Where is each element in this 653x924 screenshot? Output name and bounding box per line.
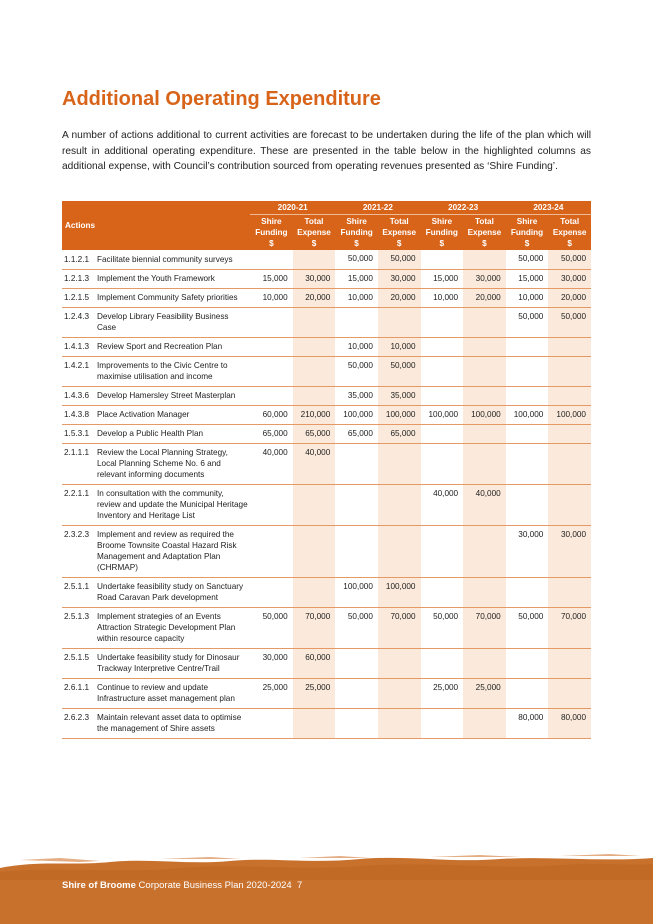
operating-expenditure-table [62, 201, 591, 739]
shire-funding-cell: 40,000 [421, 484, 464, 525]
table-row [62, 678, 591, 708]
shire-funding-cell [506, 577, 549, 607]
shire-funding-cell [506, 337, 549, 356]
total-expense-cell: 70,000 [463, 607, 506, 648]
shire-funding-cell [250, 525, 293, 577]
shire-funding-cell: 15,000 [506, 269, 549, 288]
total-expense-cell: 100,000 [548, 405, 591, 424]
action-code: 2.2.1.1 [62, 484, 95, 525]
total-expense-cell [378, 307, 421, 337]
action-code: 1.4.3.8 [62, 405, 95, 424]
shire-funding-cell: 50,000 [250, 607, 293, 648]
total-expense-cell: 70,000 [378, 607, 421, 648]
total-expense-cell: 65,000 [293, 424, 336, 443]
total-expense-cell [293, 708, 336, 738]
shire-funding-cell [335, 708, 378, 738]
total-expense-cell: 20,000 [463, 288, 506, 307]
shire-funding-cell [421, 386, 464, 405]
footer-org: Shire of Broome [62, 880, 136, 891]
shire-funding-cell: 25,000 [250, 678, 293, 708]
total-expense-cell [293, 484, 336, 525]
shire-funding-cell [335, 525, 378, 577]
action-code: 2.1.1.1 [62, 443, 95, 484]
total-expense-cell: 100,000 [463, 405, 506, 424]
shire-funding-cell [421, 307, 464, 337]
shire-funding-cell [335, 443, 378, 484]
total-expense-cell: 100,000 [378, 405, 421, 424]
shire-funding-cell: 50,000 [506, 250, 549, 269]
shire-funding-cell [335, 648, 378, 678]
intro-paragraph: A number of actions additional to current activities are forecast to be undertaken during the life of the plan which will result in additional operating expenditure. These are presented in the table below in the highlighted columns as additional expense, with Council’s contribution sourced from operating revenues presented as ‘Shire Funding’. [62, 130, 591, 173]
shire-funding-cell [421, 708, 464, 738]
total-expense-cell [463, 337, 506, 356]
total-expense-cell [548, 577, 591, 607]
total-expense-cell [463, 424, 506, 443]
table-row [62, 443, 591, 484]
shire-funding-cell: 100,000 [506, 405, 549, 424]
total-expense-cell: 70,000 [548, 607, 591, 648]
shire-funding-header: Shire Funding $ [335, 215, 378, 251]
shire-funding-cell: 35,000 [335, 386, 378, 405]
total-expense-cell [293, 577, 336, 607]
total-expense-cell: 30,000 [548, 525, 591, 577]
total-expense-cell [293, 307, 336, 337]
shire-funding-cell: 100,000 [335, 577, 378, 607]
table-row [62, 424, 591, 443]
total-expense-cell: 30,000 [548, 269, 591, 288]
action-description: Implement strategies of an Events Attraction Strategic Development Plan within resource capacity [95, 607, 250, 648]
action-description: Implement and review as required the Broome Townsite Coastal Hazard Risk Management and Adaptation Plan (CHRMAP) [95, 525, 250, 577]
shire-funding-cell [250, 307, 293, 337]
action-code: 1.2.4.3 [62, 307, 95, 337]
total-expense-cell [548, 356, 591, 386]
year-header-row [62, 201, 591, 215]
total-expense-cell [293, 356, 336, 386]
total-expense-cell: 40,000 [463, 484, 506, 525]
action-code: 1.1.2.1 [62, 250, 95, 269]
total-expense-cell [463, 386, 506, 405]
total-expense-cell: 30,000 [378, 269, 421, 288]
total-expense-cell: 20,000 [378, 288, 421, 307]
shire-funding-cell [250, 250, 293, 269]
shire-funding-cell [421, 577, 464, 607]
shire-funding-cell: 80,000 [506, 708, 549, 738]
total-expense-cell [378, 443, 421, 484]
total-expense-cell [378, 525, 421, 577]
shire-funding-cell [421, 250, 464, 269]
total-expense-cell: 30,000 [463, 269, 506, 288]
shire-funding-cell: 10,000 [421, 288, 464, 307]
shire-funding-cell: 30,000 [506, 525, 549, 577]
action-code: 2.6.2.3 [62, 708, 95, 738]
table-row [62, 356, 591, 386]
shire-funding-cell: 100,000 [335, 405, 378, 424]
total-expense-header: Total Expense $ [378, 215, 421, 251]
total-expense-cell [548, 337, 591, 356]
shire-funding-cell: 100,000 [421, 405, 464, 424]
total-expense-cell: 10,000 [378, 337, 421, 356]
shire-funding-cell [421, 337, 464, 356]
action-code: 1.2.1.5 [62, 288, 95, 307]
action-code: 1.4.1.3 [62, 337, 95, 356]
total-expense-cell [293, 525, 336, 577]
total-expense-cell [378, 708, 421, 738]
table-row [62, 484, 591, 525]
shire-funding-cell [335, 678, 378, 708]
shire-funding-cell [506, 386, 549, 405]
table-row [62, 288, 591, 307]
shire-funding-cell: 15,000 [250, 269, 293, 288]
total-expense-cell: 20,000 [293, 288, 336, 307]
action-code: 2.5.1.3 [62, 607, 95, 648]
total-expense-cell: 25,000 [463, 678, 506, 708]
action-description: In consultation with the community, review and update the Municipal Heritage Inventory and Heritage List [95, 484, 250, 525]
shire-funding-cell: 25,000 [421, 678, 464, 708]
year-header: 2023-24 [506, 201, 591, 215]
action-code: 1.4.3.6 [62, 386, 95, 405]
action-description: Continue to review and update Infrastructure asset management plan [95, 678, 250, 708]
shire-funding-cell [335, 484, 378, 525]
total-expense-cell: 25,000 [293, 678, 336, 708]
action-description: Maintain relevant asset data to optimise the management of Shire assets [95, 708, 250, 738]
action-description: Implement the Youth Framework [95, 269, 250, 288]
total-expense-cell: 20,000 [548, 288, 591, 307]
shire-funding-cell [250, 708, 293, 738]
footer [62, 880, 302, 891]
total-expense-cell: 50,000 [378, 356, 421, 386]
action-description: Implement Community Safety priorities [95, 288, 250, 307]
action-code: 1.5.3.1 [62, 424, 95, 443]
total-expense-cell [548, 484, 591, 525]
table-row [62, 386, 591, 405]
shire-funding-cell [506, 678, 549, 708]
table-row [62, 250, 591, 269]
total-expense-cell [463, 648, 506, 678]
page-number: 7 [296, 880, 303, 891]
total-expense-header: Total Expense $ [548, 215, 591, 251]
shire-funding-cell [421, 356, 464, 386]
total-expense-cell [463, 443, 506, 484]
year-header: 2021-22 [335, 201, 420, 215]
action-description: Undertake feasibility study for Dinosaur Trackway Interpretive Centre/Trail [95, 648, 250, 678]
shire-funding-cell [506, 443, 549, 484]
total-expense-header: Total Expense $ [293, 215, 336, 251]
shire-funding-cell: 60,000 [250, 405, 293, 424]
shire-funding-cell: 15,000 [421, 269, 464, 288]
total-expense-cell: 50,000 [378, 250, 421, 269]
table-row [62, 307, 591, 337]
action-description: Develop Library Feasibility Business Case [95, 307, 250, 337]
shire-funding-cell: 15,000 [335, 269, 378, 288]
action-description: Facilitate biennial community surveys [95, 250, 250, 269]
action-description: Place Activation Manager [95, 405, 250, 424]
total-expense-cell [463, 577, 506, 607]
total-expense-cell: 70,000 [293, 607, 336, 648]
table-row [62, 607, 591, 648]
shire-funding-cell: 65,000 [250, 424, 293, 443]
table-row [62, 405, 591, 424]
shire-funding-cell [506, 648, 549, 678]
total-expense-cell: 40,000 [293, 443, 336, 484]
total-expense-cell [463, 356, 506, 386]
shire-funding-cell [250, 337, 293, 356]
total-expense-cell [378, 678, 421, 708]
shire-funding-header: Shire Funding $ [506, 215, 549, 251]
action-code: 2.5.1.5 [62, 648, 95, 678]
shire-funding-cell [506, 424, 549, 443]
table-row [62, 577, 591, 607]
total-expense-cell [548, 648, 591, 678]
shire-funding-cell: 50,000 [506, 607, 549, 648]
total-expense-cell: 30,000 [293, 269, 336, 288]
shire-funding-cell: 10,000 [335, 337, 378, 356]
total-expense-cell [463, 307, 506, 337]
year-header: 2020-21 [250, 201, 335, 215]
action-code: 2.5.1.1 [62, 577, 95, 607]
total-expense-cell [548, 443, 591, 484]
total-expense-header: Total Expense $ [463, 215, 506, 251]
action-description: Develop a Public Health Plan [95, 424, 250, 443]
action-code: 2.3.2.3 [62, 525, 95, 577]
action-description: Improvements to the Civic Centre to maximise utilisation and income [95, 356, 250, 386]
table-body [62, 250, 591, 738]
shire-funding-cell: 30,000 [250, 648, 293, 678]
total-expense-cell [463, 708, 506, 738]
year-header: 2022-23 [421, 201, 506, 215]
total-expense-cell [293, 386, 336, 405]
shire-funding-cell: 65,000 [335, 424, 378, 443]
action-description: Review the Local Planning Strategy, Local Planning Scheme No. 6 and relevant informing documents [95, 443, 250, 484]
footer-doc: Corporate Business Plan 2020-2024 [138, 880, 292, 891]
shire-funding-cell [421, 525, 464, 577]
total-expense-cell: 210,000 [293, 405, 336, 424]
total-expense-cell [378, 484, 421, 525]
total-expense-cell [548, 386, 591, 405]
shire-funding-cell: 10,000 [335, 288, 378, 307]
shire-funding-cell: 10,000 [506, 288, 549, 307]
shire-funding-header: Shire Funding $ [421, 215, 464, 251]
total-expense-cell: 50,000 [548, 307, 591, 337]
action-description: Develop Hamersley Street Masterplan [95, 386, 250, 405]
shire-funding-cell [250, 356, 293, 386]
table-row [62, 708, 591, 738]
action-description: Undertake feasibility study on Sanctuary Road Caravan Park development [95, 577, 250, 607]
total-expense-cell: 80,000 [548, 708, 591, 738]
shire-funding-cell [421, 443, 464, 484]
shire-funding-cell [250, 484, 293, 525]
table-row [62, 648, 591, 678]
shire-funding-cell: 40,000 [250, 443, 293, 484]
shire-funding-cell [421, 648, 464, 678]
table-row [62, 337, 591, 356]
total-expense-cell [378, 648, 421, 678]
shire-funding-cell: 50,000 [421, 607, 464, 648]
total-expense-cell: 65,000 [378, 424, 421, 443]
total-expense-cell: 35,000 [378, 386, 421, 405]
table-row [62, 269, 591, 288]
total-expense-cell: 50,000 [548, 250, 591, 269]
total-expense-cell [548, 424, 591, 443]
total-expense-cell [463, 525, 506, 577]
page-title: Additional Operating Expenditure [62, 88, 381, 110]
shire-funding-header: Shire Funding $ [250, 215, 293, 251]
action-code: 1.2.1.3 [62, 269, 95, 288]
shire-funding-cell: 10,000 [250, 288, 293, 307]
shire-funding-cell: 50,000 [335, 250, 378, 269]
total-expense-cell [548, 678, 591, 708]
shire-funding-cell [421, 424, 464, 443]
actions-header: Actions [62, 201, 250, 250]
total-expense-cell [463, 250, 506, 269]
shire-funding-cell [506, 356, 549, 386]
shire-funding-cell [250, 386, 293, 405]
shire-funding-cell [250, 577, 293, 607]
shire-funding-cell: 50,000 [506, 307, 549, 337]
shire-funding-cell: 50,000 [335, 356, 378, 386]
total-expense-cell: 60,000 [293, 648, 336, 678]
shire-funding-cell [335, 307, 378, 337]
total-expense-cell: 100,000 [378, 577, 421, 607]
shire-funding-cell: 50,000 [335, 607, 378, 648]
table-row [62, 525, 591, 577]
action-code: 2.6.1.1 [62, 678, 95, 708]
shire-funding-cell [506, 484, 549, 525]
total-expense-cell [293, 337, 336, 356]
action-description: Review Sport and Recreation Plan [95, 337, 250, 356]
total-expense-cell [293, 250, 336, 269]
action-code: 1.4.2.1 [62, 356, 95, 386]
